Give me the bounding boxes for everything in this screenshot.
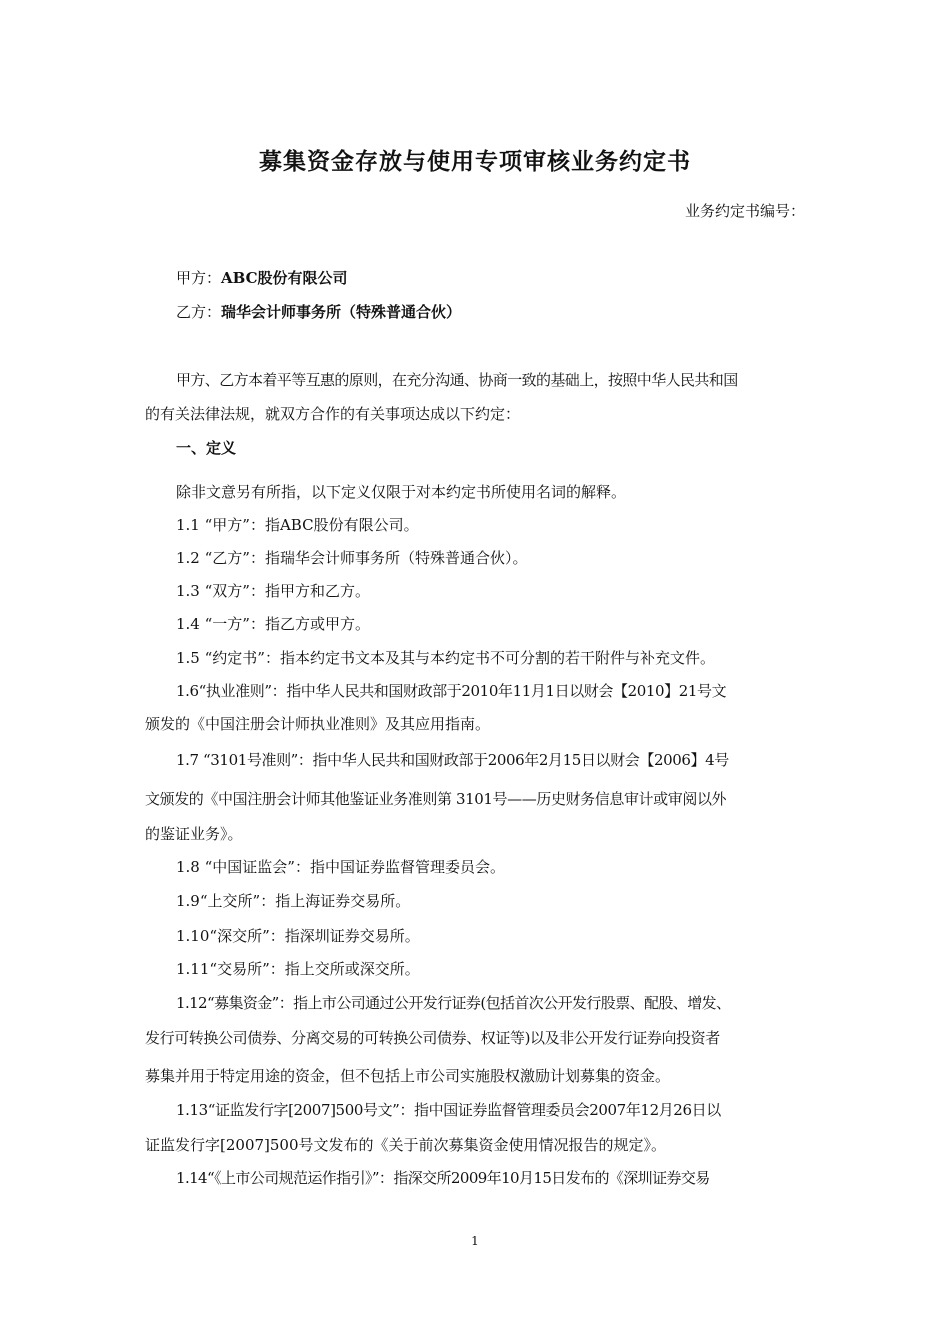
definition-1-12-line-3: 募集并用于特定用途的资金，但不包括上市公司实施股权激励计划募集的资金。 [145,1067,671,1085]
definition-1-5: 1.5 “约定书”：指本约定书文本及其与本约定书不可分割的若干附件与补充文件。 [176,649,715,667]
definitions-intro: 除非文意另有所指，以下定义仅限于对本约定书所使用名词的解释。 [176,483,627,501]
definition-1-9: 1.9“上交所”：指上海证券交易所。 [176,892,411,910]
party-b-label: 乙方： [176,303,222,321]
definition-1-1: 1.1 “甲方”：指ABC股份有限公司。 [176,516,419,534]
definition-1-12-line-1: 1.12“募集资金”：指上市公司通过公开发行证券(包括首次公开发行股票、配股、增发、 [176,994,731,1012]
definition-1-6-line-2: 颁发的《中国注册会计师执业准则》及其应用指南。 [145,715,491,733]
definition-1-11: 1.11“交易所”：指上交所或深交所。 [176,960,420,978]
definition-1-14-line-1: 1.14“《上市公司规范运作指引》”：指深交所2009年10月15日发布的《深圳证券交易 [176,1169,710,1187]
definition-1-8: 1.8 “中国证监会”：指中国证券监督管理委员会。 [176,858,505,876]
definition-1-10: 1.10“深交所”：指深圳证券交易所。 [176,927,420,945]
definition-1-4: 1.4 “一方”：指乙方或甲方。 [176,615,370,633]
intro-paragraph-line-1: 甲方、乙方本着平等互惠的原则，在充分沟通、协商一致的基础上，按照中华人民共和国 [176,371,738,389]
page-number: 1 [471,1234,479,1248]
party-a-line [176,268,348,288]
definition-1-6-line-1: 1.6“执业准则”：指中华人民共和国财政部于2010年11月1日以财会【2010】21号文 [176,682,727,700]
definition-1-7-line-2: 文颁发的《中国注册会计师其他鉴证业务准则第 3101号——历史财务信息审计或审阅以外 [145,790,727,808]
definition-1-2: 1.2 “乙方”：指瑞华会计师事务所（特殊普通合伙）。 [176,549,528,567]
party-a-label: 甲方： [176,269,222,287]
contract-number-label: 业务约定书编号： [684,202,805,220]
definition-1-13-line-2: 证监发行字[2007]500号文发布的《关于前次募集资金使用情况报告的规定》。 [145,1136,667,1154]
definition-1-13-line-1: 1.13“证监发行字[2007]500号文”：指中国证券监督管理委员会2007年12月26日以 [176,1101,721,1119]
intro-paragraph-line-2: 的有关法律法规，就双方合作的有关事项达成以下约定： [145,405,521,423]
party-b-name: 瑞华会计师事务所（特殊普通合伙） [221,303,462,321]
definition-1-7-line-1: 1.7 “3101号准则”：指中华人民共和国财政部于2006年2月15日以财会【2006】4号 [176,751,729,769]
definition-1-7-line-3: 的鉴证业务》。 [145,825,243,843]
section-heading-definitions: 一、定义 [176,439,237,457]
party-a-name: ABC股份有限公司 [221,269,348,287]
party-b-line [176,302,461,322]
definition-1-3: 1.3 “双方”：指甲方和乙方。 [176,582,370,600]
definition-1-12-line-2: 发行可转换公司债券、分离交易的可转换公司债券、权证等)以及非公开发行证券向投资者 [145,1029,720,1047]
document-title: 募集资金存放与使用专项审核业务约定书 [259,148,691,175]
